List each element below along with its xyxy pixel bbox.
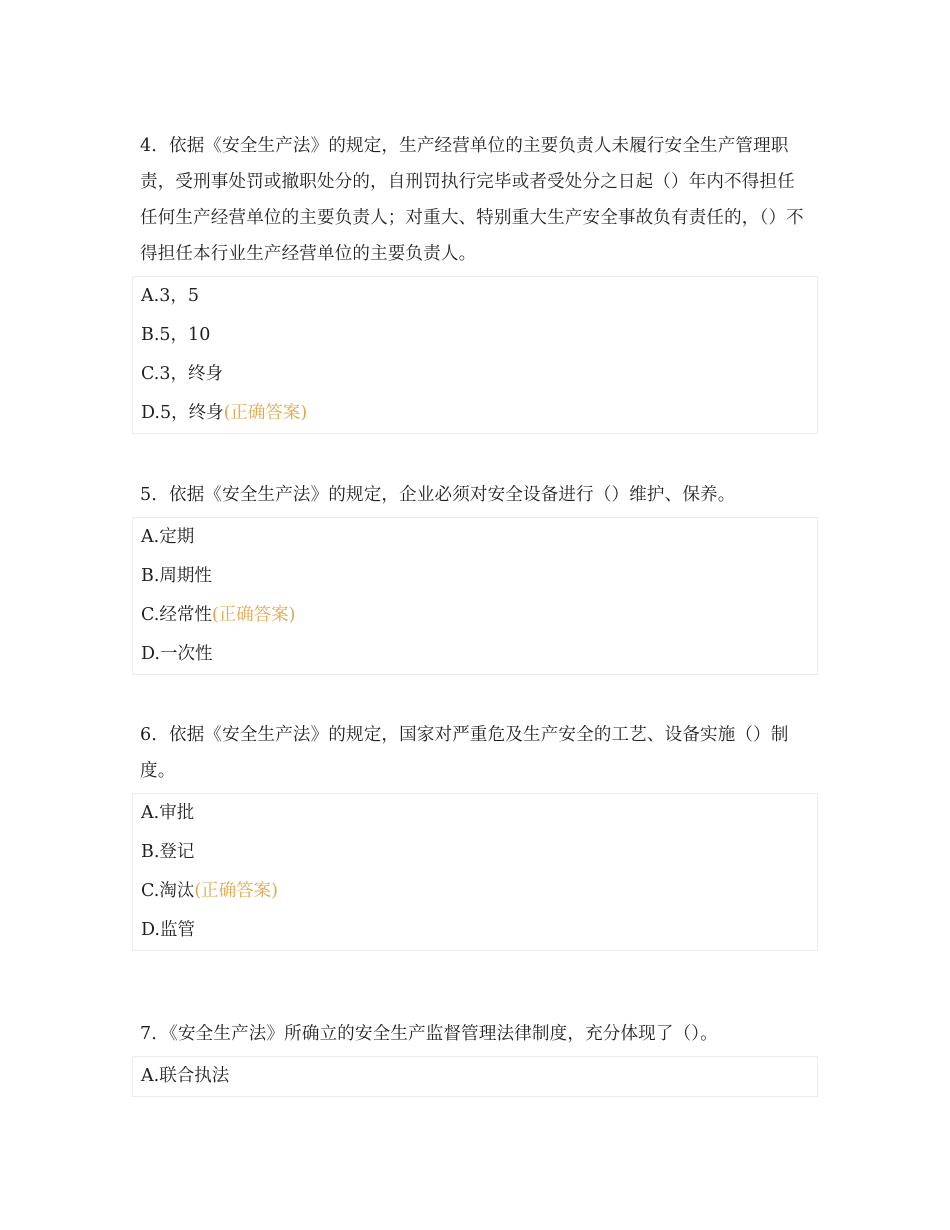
- option-c[interactable]: [133, 872, 817, 911]
- correct-answer-mark: (正确答案): [211, 605, 296, 625]
- option-text: B.登记: [141, 842, 195, 862]
- option-b[interactable]: [133, 833, 817, 872]
- option-text: D.一次性: [141, 644, 213, 664]
- option-a[interactable]: [133, 794, 817, 833]
- correct-answer-mark: (正确答案): [194, 881, 278, 901]
- correct-answer-mark: (正确答案): [223, 403, 308, 423]
- option-list: [132, 793, 818, 951]
- option-b[interactable]: [133, 557, 817, 596]
- option-d[interactable]: [133, 635, 817, 674]
- option-text: A.联合执法: [141, 1066, 230, 1086]
- option-c[interactable]: [133, 355, 817, 394]
- option-a[interactable]: [133, 277, 817, 316]
- option-text: D.监管: [141, 920, 195, 940]
- question-stem: 4．依据《安全生产法》的规定，生产经营单位的主要负责人未履行安全生产管理职责，受刑事处罚或撤职处分的，自刑罚执行完毕或者受处分之日起（）年内不得担任任何生产经营单位的主要负责人；对重大、特别重大生产安全事故负有责任的，（）不得担任本行业生产经营单位的主要负责人。: [140, 136, 804, 264]
- option-text: A.3，5: [141, 286, 199, 306]
- option-text: B.周期性: [141, 566, 212, 586]
- question-7: [132, 1016, 818, 1097]
- option-d[interactable]: [133, 911, 817, 950]
- option-text: A.审批: [141, 803, 195, 823]
- option-text: D.5，终身: [141, 403, 224, 423]
- question-stem: 7．《安全生产法》所确立的安全生产监督管理法律制度，充分体现了（）。: [140, 1024, 718, 1044]
- question-4: [132, 128, 818, 434]
- option-list: [132, 1056, 818, 1097]
- option-d[interactable]: [133, 394, 817, 433]
- question-stem: 6．依据《安全生产法》的规定，国家对严重危及生产安全的工艺、设备实施（）制度。: [140, 725, 789, 781]
- option-text: B.5，10: [141, 325, 211, 345]
- option-text: A.定期: [141, 527, 195, 547]
- option-list: [132, 517, 818, 675]
- option-list: [132, 276, 818, 434]
- question-stem: 5．依据《安全生产法》的规定，企业必须对安全设备进行（）维护、保养。: [140, 485, 736, 505]
- option-c[interactable]: [133, 596, 817, 635]
- option-text: C.经常性: [141, 605, 212, 625]
- question-6: [132, 717, 818, 951]
- option-a[interactable]: [133, 518, 817, 557]
- option-a[interactable]: [133, 1057, 817, 1096]
- option-text: C.3，终身: [141, 364, 223, 384]
- option-b[interactable]: [133, 316, 817, 355]
- question-5: [132, 477, 818, 675]
- option-text: C.淘汰: [141, 881, 195, 901]
